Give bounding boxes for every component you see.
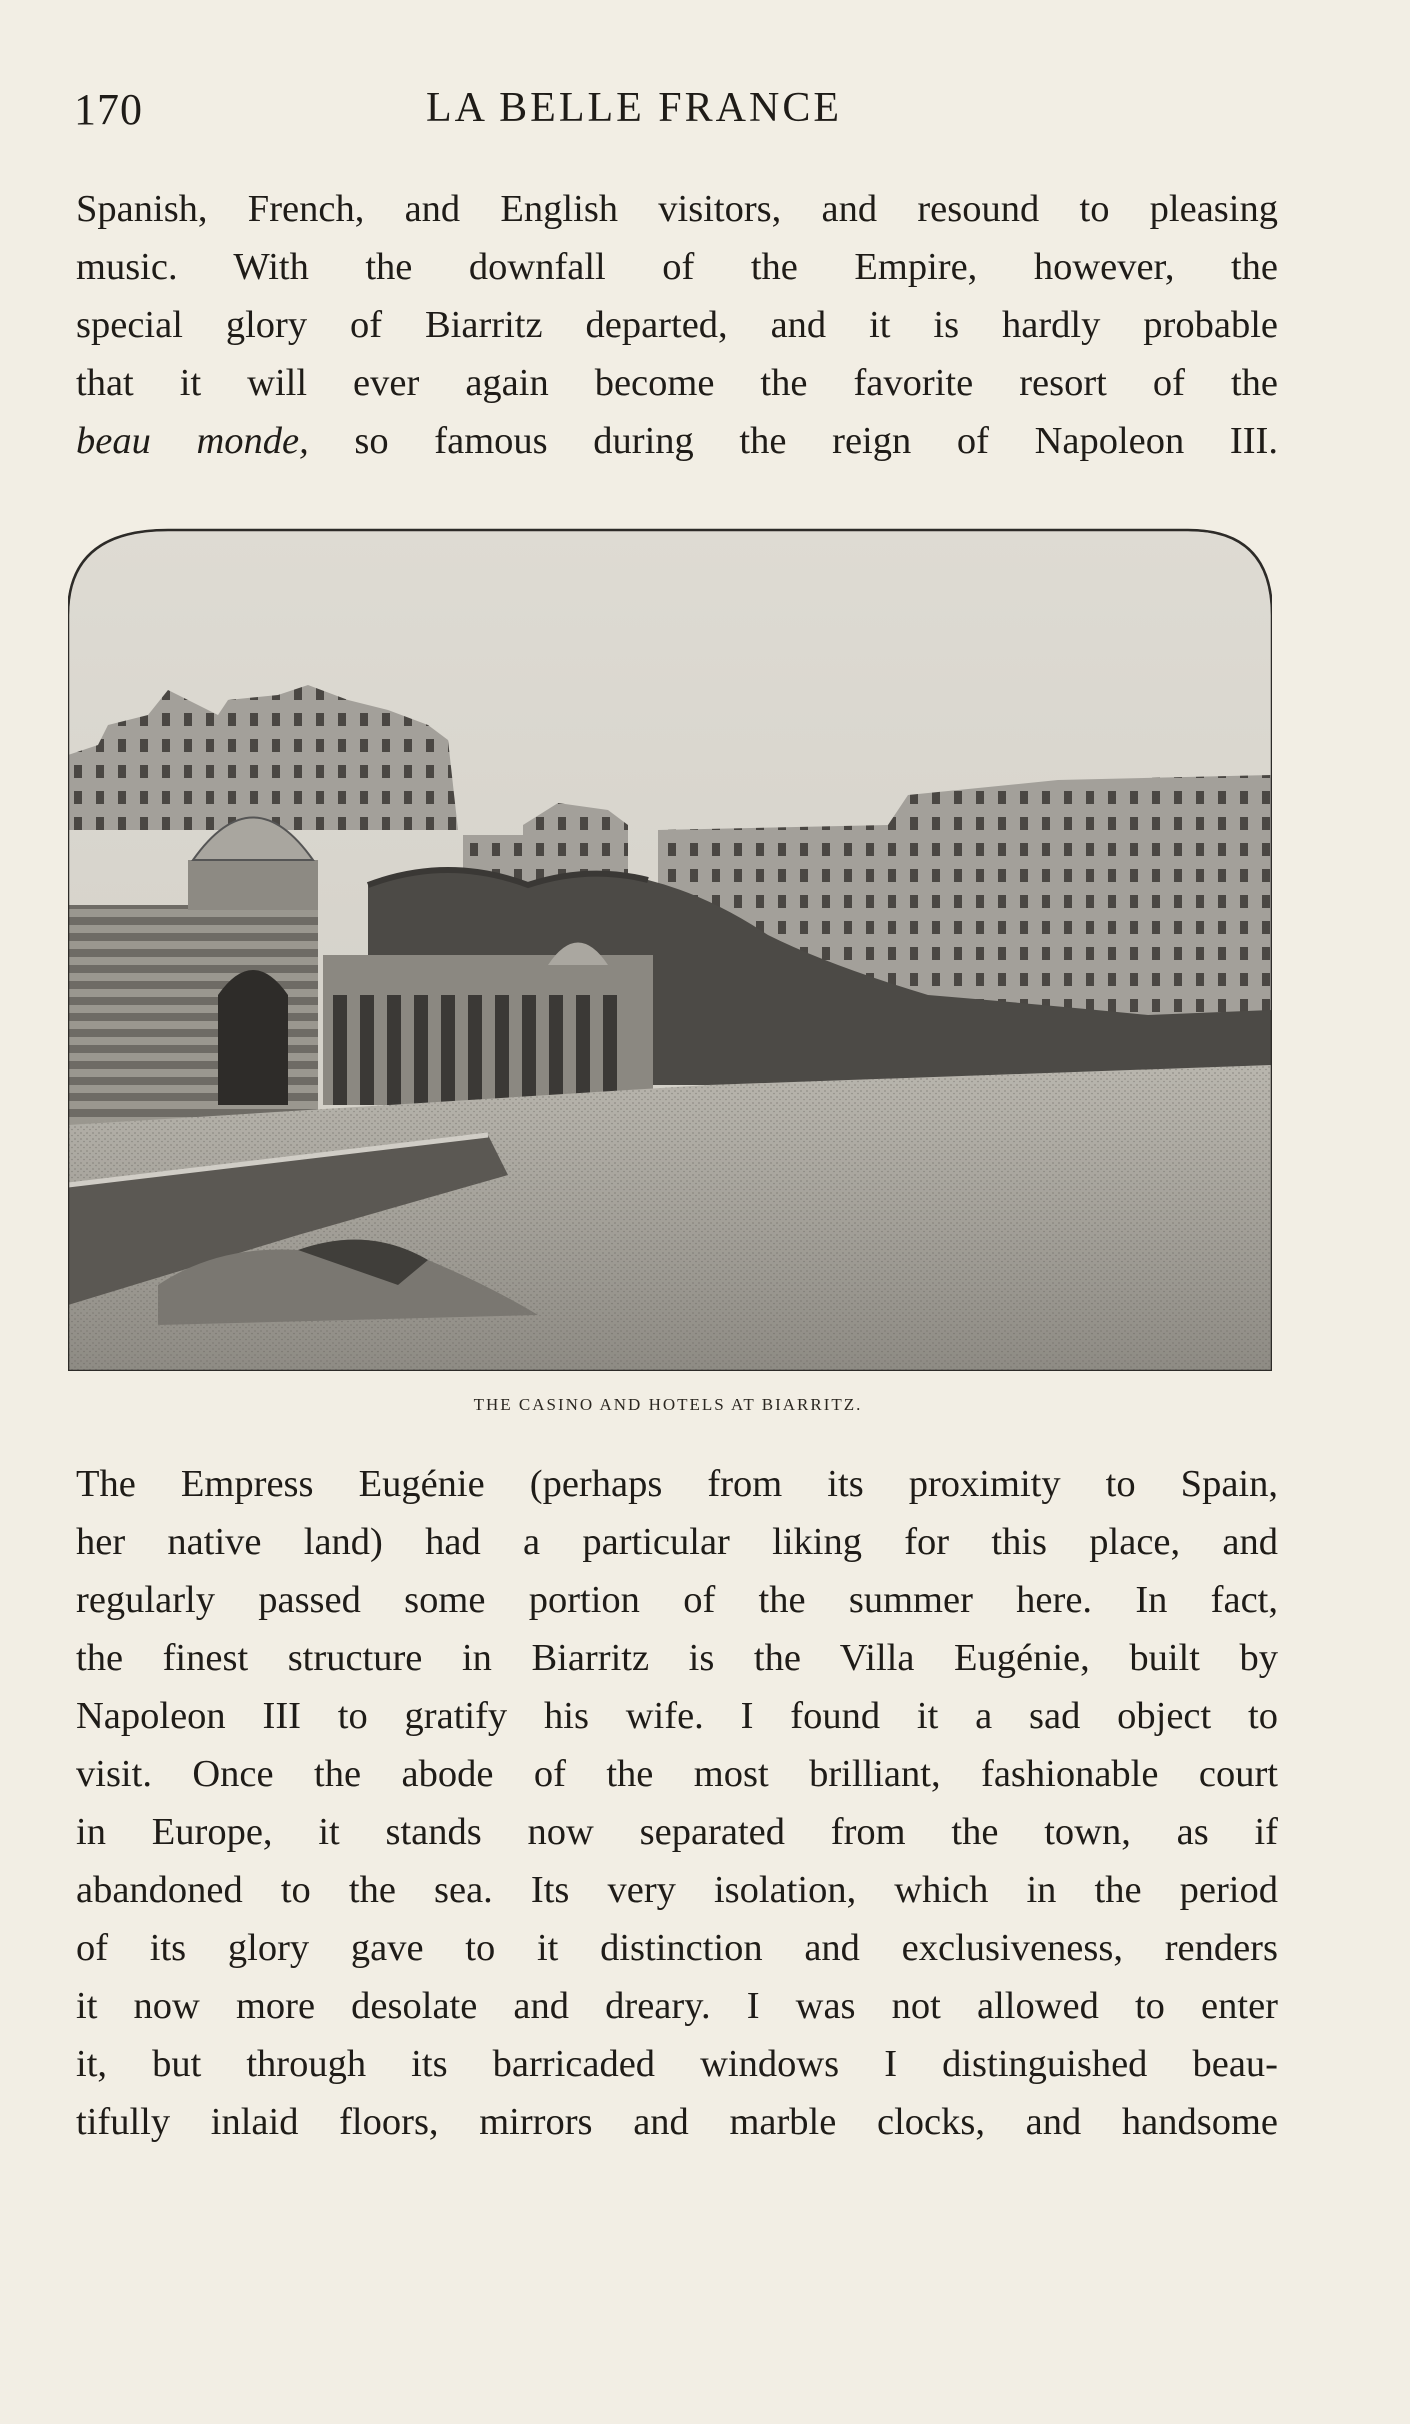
text-line: of its glory gave to it distinction and exclusiveness, renders xyxy=(76,1927,1278,1969)
photograph-illustration xyxy=(68,525,1272,1371)
text-line: special glory of Biarritz departed, and it is hardly probable xyxy=(76,304,1278,346)
paragraph-2 xyxy=(76,1455,1278,2151)
page-number: 170 xyxy=(74,85,143,134)
text-line: Spanish, French, and English visitors, and resound to pleasing xyxy=(76,188,1278,230)
text-line: regularly passed some portion of the summer here. In fact, xyxy=(76,1579,1278,1621)
text-line: her native land) had a particular liking for this place, and xyxy=(76,1521,1278,1563)
text-line-rest: so famous during the reign of Napoleon III. xyxy=(308,420,1278,462)
text-line: it now more desolate and dreary. I was not allowed to enter xyxy=(76,1985,1278,2027)
text-line: abandoned to the sea. Its very isolation, which in the period xyxy=(76,1869,1278,1911)
photograph-casino xyxy=(68,525,1272,1371)
text-line: it, but through its barricaded windows I distinguished beau- xyxy=(76,2043,1278,2085)
text-line: in Europe, it stands now separated from the town, as if xyxy=(76,1811,1278,1853)
text-line: The Empress Eugénie (perhaps from its proximity to Spain, xyxy=(76,1463,1278,1505)
running-head: LA BELLE FRANCE xyxy=(426,85,843,131)
italic-phrase: beau monde, xyxy=(76,420,309,462)
text-line xyxy=(76,412,1278,470)
paragraph-1 xyxy=(76,180,1278,470)
text-line: the finest structure in Biarritz is the Villa Eugénie, built by xyxy=(76,1637,1278,1679)
text-line: music. With the downfall of the Empire, however, the xyxy=(76,246,1278,288)
text-line: Napoleon III to gratify his wife. I found it a sad object to xyxy=(76,1695,1278,1737)
text-line: visit. Once the abode of the most brilliant, fashionable court xyxy=(76,1753,1278,1795)
figure-caption: THE CASINO AND HOTELS AT BIARRITZ. xyxy=(473,1395,863,1414)
text-line: tifully inlaid floors, mirrors and marble clocks, and handsome xyxy=(76,2101,1278,2143)
text-line: that it will ever again become the favorite resort of the xyxy=(76,362,1278,404)
page-header xyxy=(74,84,1274,144)
